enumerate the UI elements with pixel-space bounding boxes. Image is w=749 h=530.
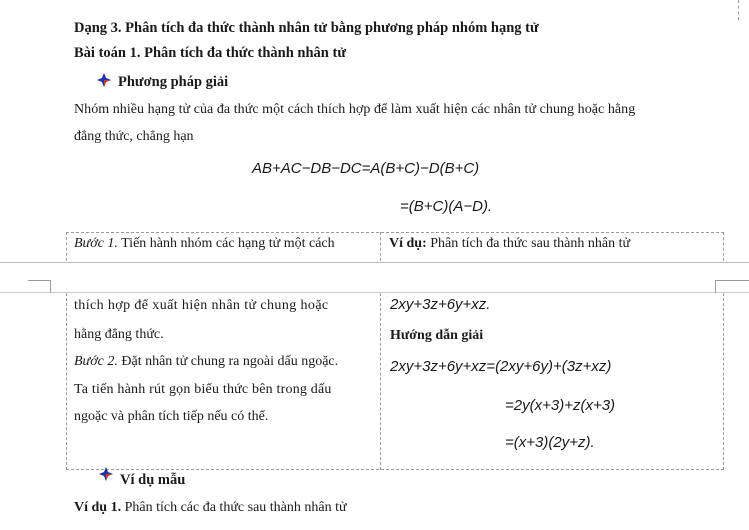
example-heading: Ví dụ mẫu [120, 472, 186, 488]
section-heading: Dạng 3. Phân tích đa thức thành nhân tử bằng phương pháp nhóm hạng tử [74, 20, 539, 36]
formula-1-lhs: AB+AC−DB−DC [252, 160, 362, 177]
table-left-line-2: thích hợp để xuất hiện nhân tử chung hoặc [74, 298, 329, 313]
table-left-line-5: Ta tiến hành rút gọn biểu thức bên trong dấu [74, 382, 332, 397]
step1-label: Bước 1. [74, 236, 118, 251]
example-1-text: Phân tích các đa thức sau thành nhân tử [121, 500, 347, 515]
solution-guide-heading: Hướng dẫn giải [390, 328, 484, 343]
intro-line-2: đẳng thức, chẳng hạn [74, 129, 194, 144]
solution-line-2: =2y(x+3)+z(x+3) [505, 397, 616, 414]
method-heading: Phương pháp giải [118, 74, 229, 90]
formula-1-rhs: =A(B+C)−D(B+C) [361, 160, 480, 177]
diamond-bullet-icon [97, 73, 111, 87]
step2-text: Đặt nhân tử chung ra ngoài dấu ngoặc. [117, 354, 339, 369]
example-label: Ví dụ: [389, 236, 427, 251]
table-step1-line [74, 236, 335, 252]
table-divider [380, 232, 381, 261]
step1-text: Tiến hành nhóm các hạng tử một cách [117, 236, 335, 251]
solution-line-1: 2xy+3z+6y+xz=(2xy+6y)+(3z+xz) [390, 358, 612, 375]
crop-mark-right [715, 280, 749, 293]
crop-mark-left [28, 280, 51, 293]
page-break [0, 263, 749, 293]
table-example-line [389, 236, 630, 252]
table-step2-line [74, 354, 338, 370]
formula-2: =(B+C)(A−D). [400, 198, 493, 215]
example-1-label: Ví dụ 1. [74, 500, 122, 515]
table-left-line-6: ngoặc và phân tích tiếp nếu có thể. [74, 409, 269, 424]
crop-mark-top-right [738, 0, 740, 20]
table-left-line-3: hằng đẳng thức. [74, 327, 164, 342]
formula-1 [252, 160, 479, 177]
page-edge-top [0, 262, 749, 263]
example-1-line [74, 500, 347, 516]
diamond-bullet-icon [99, 467, 113, 481]
table-divider-lower [380, 293, 381, 470]
step2-label: Bước 2. [74, 354, 118, 369]
intro-line-1: Nhóm nhiều hạng tử của đa thức một cách thích hợp để làm xuất hiện các nhân tử chung hoặc hằng [74, 102, 636, 117]
example-expression: 2xy+3z+6y+xz. [390, 296, 491, 313]
problem-title: Bài toán 1. Phân tích đa thức thành nhân tử [74, 45, 347, 61]
solution-line-3: =(x+3)(2y+z). [505, 434, 595, 451]
example-text: Phân tích đa thức sau thành nhân tử [426, 236, 631, 251]
